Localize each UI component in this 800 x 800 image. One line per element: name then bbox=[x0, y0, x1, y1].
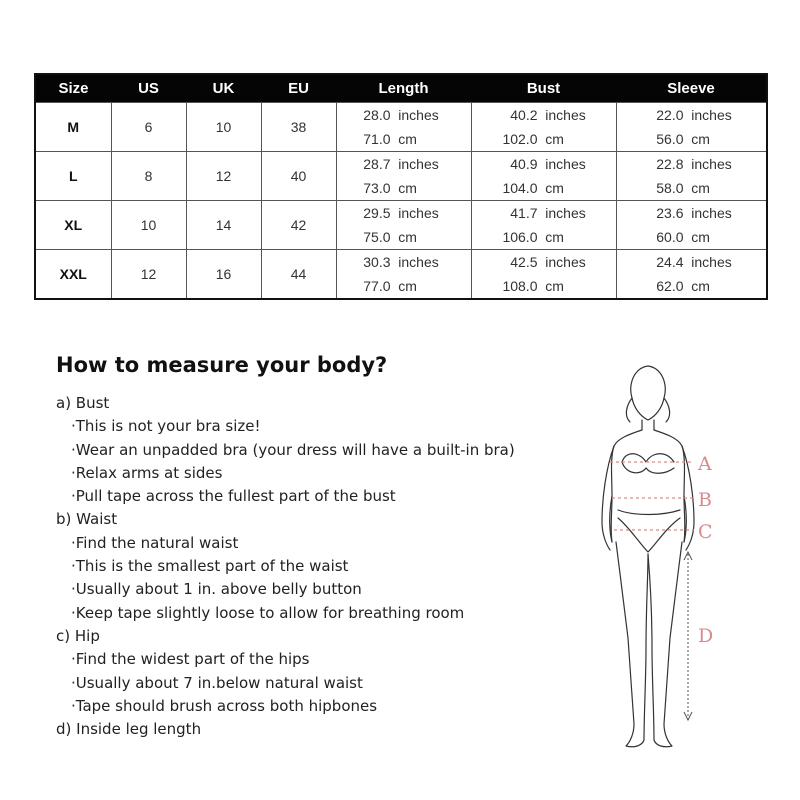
tip-item: ·Wear an unpadded bra (your dress will have a built-in bra) bbox=[71, 440, 515, 459]
length-inches-value: 30.3 bbox=[363, 254, 391, 270]
head-outline bbox=[631, 366, 665, 420]
body-measurement-figure bbox=[590, 358, 790, 758]
unit-inches: inches bbox=[398, 254, 439, 270]
unit-cm: cm bbox=[398, 131, 417, 147]
us-cell: 10 bbox=[111, 201, 186, 250]
measure-guide bbox=[56, 350, 576, 741]
unit-cm: cm bbox=[691, 278, 710, 294]
bust-cell bbox=[471, 201, 616, 250]
length-inches-value: 29.5 bbox=[363, 205, 391, 221]
label-a: A bbox=[698, 453, 712, 475]
section-label: c) Hip bbox=[56, 626, 100, 645]
tip-item: ·Relax arms at sides bbox=[71, 463, 223, 482]
size-cell: XL bbox=[35, 201, 111, 250]
sleeve-inches-value: 23.6 bbox=[656, 205, 684, 221]
unit-inches: inches bbox=[545, 205, 586, 221]
uk-cell: 10 bbox=[186, 103, 261, 152]
torso-outline bbox=[611, 430, 685, 542]
leg-left bbox=[616, 542, 648, 747]
tip-list bbox=[56, 532, 576, 625]
us-cell: 6 bbox=[111, 103, 186, 152]
unit-cm: cm bbox=[545, 229, 564, 245]
table-header-row bbox=[35, 74, 767, 103]
length-cell bbox=[336, 201, 471, 250]
guide-section-bust bbox=[56, 392, 576, 508]
neck-outline bbox=[642, 420, 654, 430]
uk-cell: 14 bbox=[186, 201, 261, 250]
guide-section-inside-leg bbox=[56, 718, 576, 741]
bust-cm-value: 104.0 bbox=[502, 180, 538, 196]
eu-cell: 42 bbox=[261, 201, 336, 250]
table-row bbox=[35, 152, 767, 201]
bust-inches-value: 41.7 bbox=[510, 205, 538, 221]
tip-item: ·Find the widest part of the hips bbox=[71, 650, 310, 669]
tip-item: ·Usually about 1 in. above belly button bbox=[71, 580, 362, 599]
length-cm-value: 71.0 bbox=[363, 131, 391, 147]
size-cell: XXL bbox=[35, 250, 111, 300]
unit-cm: cm bbox=[691, 131, 710, 147]
eu-cell: 40 bbox=[261, 152, 336, 201]
bust-cm-value: 102.0 bbox=[502, 131, 538, 147]
tip-item: ·Pull tape across the fullest part of the bust bbox=[71, 487, 396, 506]
briefs-outline bbox=[618, 510, 680, 552]
tip-item: ·Tape should brush across both hipbones bbox=[71, 696, 378, 715]
length-cm-value: 75.0 bbox=[363, 229, 391, 245]
size-chart-table bbox=[34, 73, 768, 300]
sleeve-cell bbox=[616, 152, 767, 201]
unit-inches: inches bbox=[691, 254, 732, 270]
size-cell: M bbox=[35, 103, 111, 152]
eu-cell: 38 bbox=[261, 103, 336, 152]
tip-item: ·Find the natural waist bbox=[71, 533, 239, 552]
unit-cm: cm bbox=[545, 131, 564, 147]
unit-inches: inches bbox=[545, 156, 586, 172]
bust-cell bbox=[471, 152, 616, 201]
table-row bbox=[35, 250, 767, 300]
header-size: Size bbox=[35, 74, 111, 103]
section-label: a) Bust bbox=[56, 394, 110, 412]
table-row bbox=[35, 201, 767, 250]
sleeve-cm-value: 58.0 bbox=[656, 180, 684, 196]
bust-cell bbox=[471, 103, 616, 152]
sleeve-cm-value: 62.0 bbox=[656, 278, 684, 294]
section-label: d) Inside leg length bbox=[56, 720, 202, 739]
us-cell: 12 bbox=[111, 250, 186, 300]
tip-list bbox=[56, 415, 576, 508]
tip-item: ·This is not your bra size! bbox=[71, 417, 261, 436]
section-label: b) Waist bbox=[56, 510, 118, 529]
unit-cm: cm bbox=[545, 278, 564, 294]
bust-cell bbox=[471, 250, 616, 300]
table-row bbox=[35, 103, 767, 152]
bust-inches-value: 40.2 bbox=[510, 107, 538, 123]
unit-cm: cm bbox=[545, 180, 564, 196]
uk-cell: 12 bbox=[186, 152, 261, 201]
bra-outline bbox=[622, 454, 674, 474]
unit-inches: inches bbox=[398, 205, 439, 221]
unit-cm: cm bbox=[398, 180, 417, 196]
label-b: B bbox=[698, 489, 712, 511]
sleeve-cm-value: 56.0 bbox=[656, 131, 684, 147]
unit-inches: inches bbox=[691, 156, 732, 172]
tip-item: ·This is the smallest part of the waist bbox=[71, 557, 349, 576]
length-inches-value: 28.7 bbox=[363, 156, 391, 172]
length-cell bbox=[336, 152, 471, 201]
tip-item: ·Usually about 7 in.below natural waist bbox=[71, 673, 363, 692]
unit-cm: cm bbox=[398, 229, 417, 245]
guide-title: How to measure your body? bbox=[56, 353, 388, 377]
tip-item: ·Keep tape slightly loose to allow for breathing room bbox=[71, 603, 465, 622]
unit-cm: cm bbox=[691, 229, 710, 245]
tip-list bbox=[56, 648, 576, 718]
unit-cm: cm bbox=[398, 278, 417, 294]
unit-inches: inches bbox=[398, 156, 439, 172]
unit-inches: inches bbox=[691, 205, 732, 221]
header-eu: EU bbox=[261, 74, 336, 103]
bust-inches-value: 42.5 bbox=[510, 254, 538, 270]
guide-sections bbox=[56, 392, 576, 741]
sleeve-cell bbox=[616, 201, 767, 250]
uk-cell: 16 bbox=[186, 250, 261, 300]
unit-inches: inches bbox=[545, 254, 586, 270]
header-uk: UK bbox=[186, 74, 261, 103]
header-length: Length bbox=[336, 74, 471, 103]
us-cell: 8 bbox=[111, 152, 186, 201]
length-inches-value: 28.0 bbox=[363, 107, 391, 123]
bust-cm-value: 106.0 bbox=[502, 229, 538, 245]
header-us: US bbox=[111, 74, 186, 103]
eu-cell: 44 bbox=[261, 250, 336, 300]
unit-inches: inches bbox=[398, 107, 439, 123]
sleeve-cm-value: 60.0 bbox=[656, 229, 684, 245]
sleeve-inches-value: 22.8 bbox=[656, 156, 684, 172]
bust-cm-value: 108.0 bbox=[502, 278, 538, 294]
sleeve-cell bbox=[616, 250, 767, 300]
sleeve-inches-value: 24.4 bbox=[656, 254, 684, 270]
unit-inches: inches bbox=[545, 107, 586, 123]
leg-right bbox=[648, 542, 682, 747]
unit-cm: cm bbox=[691, 180, 710, 196]
sleeve-cell bbox=[616, 103, 767, 152]
length-cell bbox=[336, 103, 471, 152]
sleeve-inches-value: 22.0 bbox=[656, 107, 684, 123]
size-cell: L bbox=[35, 152, 111, 201]
length-cm-value: 77.0 bbox=[363, 278, 391, 294]
length-cell bbox=[336, 250, 471, 300]
label-d: D bbox=[698, 625, 714, 647]
label-c: C bbox=[698, 521, 713, 543]
bust-inches-value: 40.9 bbox=[510, 156, 538, 172]
guide-section-hip bbox=[56, 625, 576, 718]
header-bust: Bust bbox=[471, 74, 616, 103]
guide-section-waist bbox=[56, 508, 576, 624]
length-cm-value: 73.0 bbox=[363, 180, 391, 196]
unit-inches: inches bbox=[691, 107, 732, 123]
header-sleeve: Sleeve bbox=[616, 74, 767, 103]
